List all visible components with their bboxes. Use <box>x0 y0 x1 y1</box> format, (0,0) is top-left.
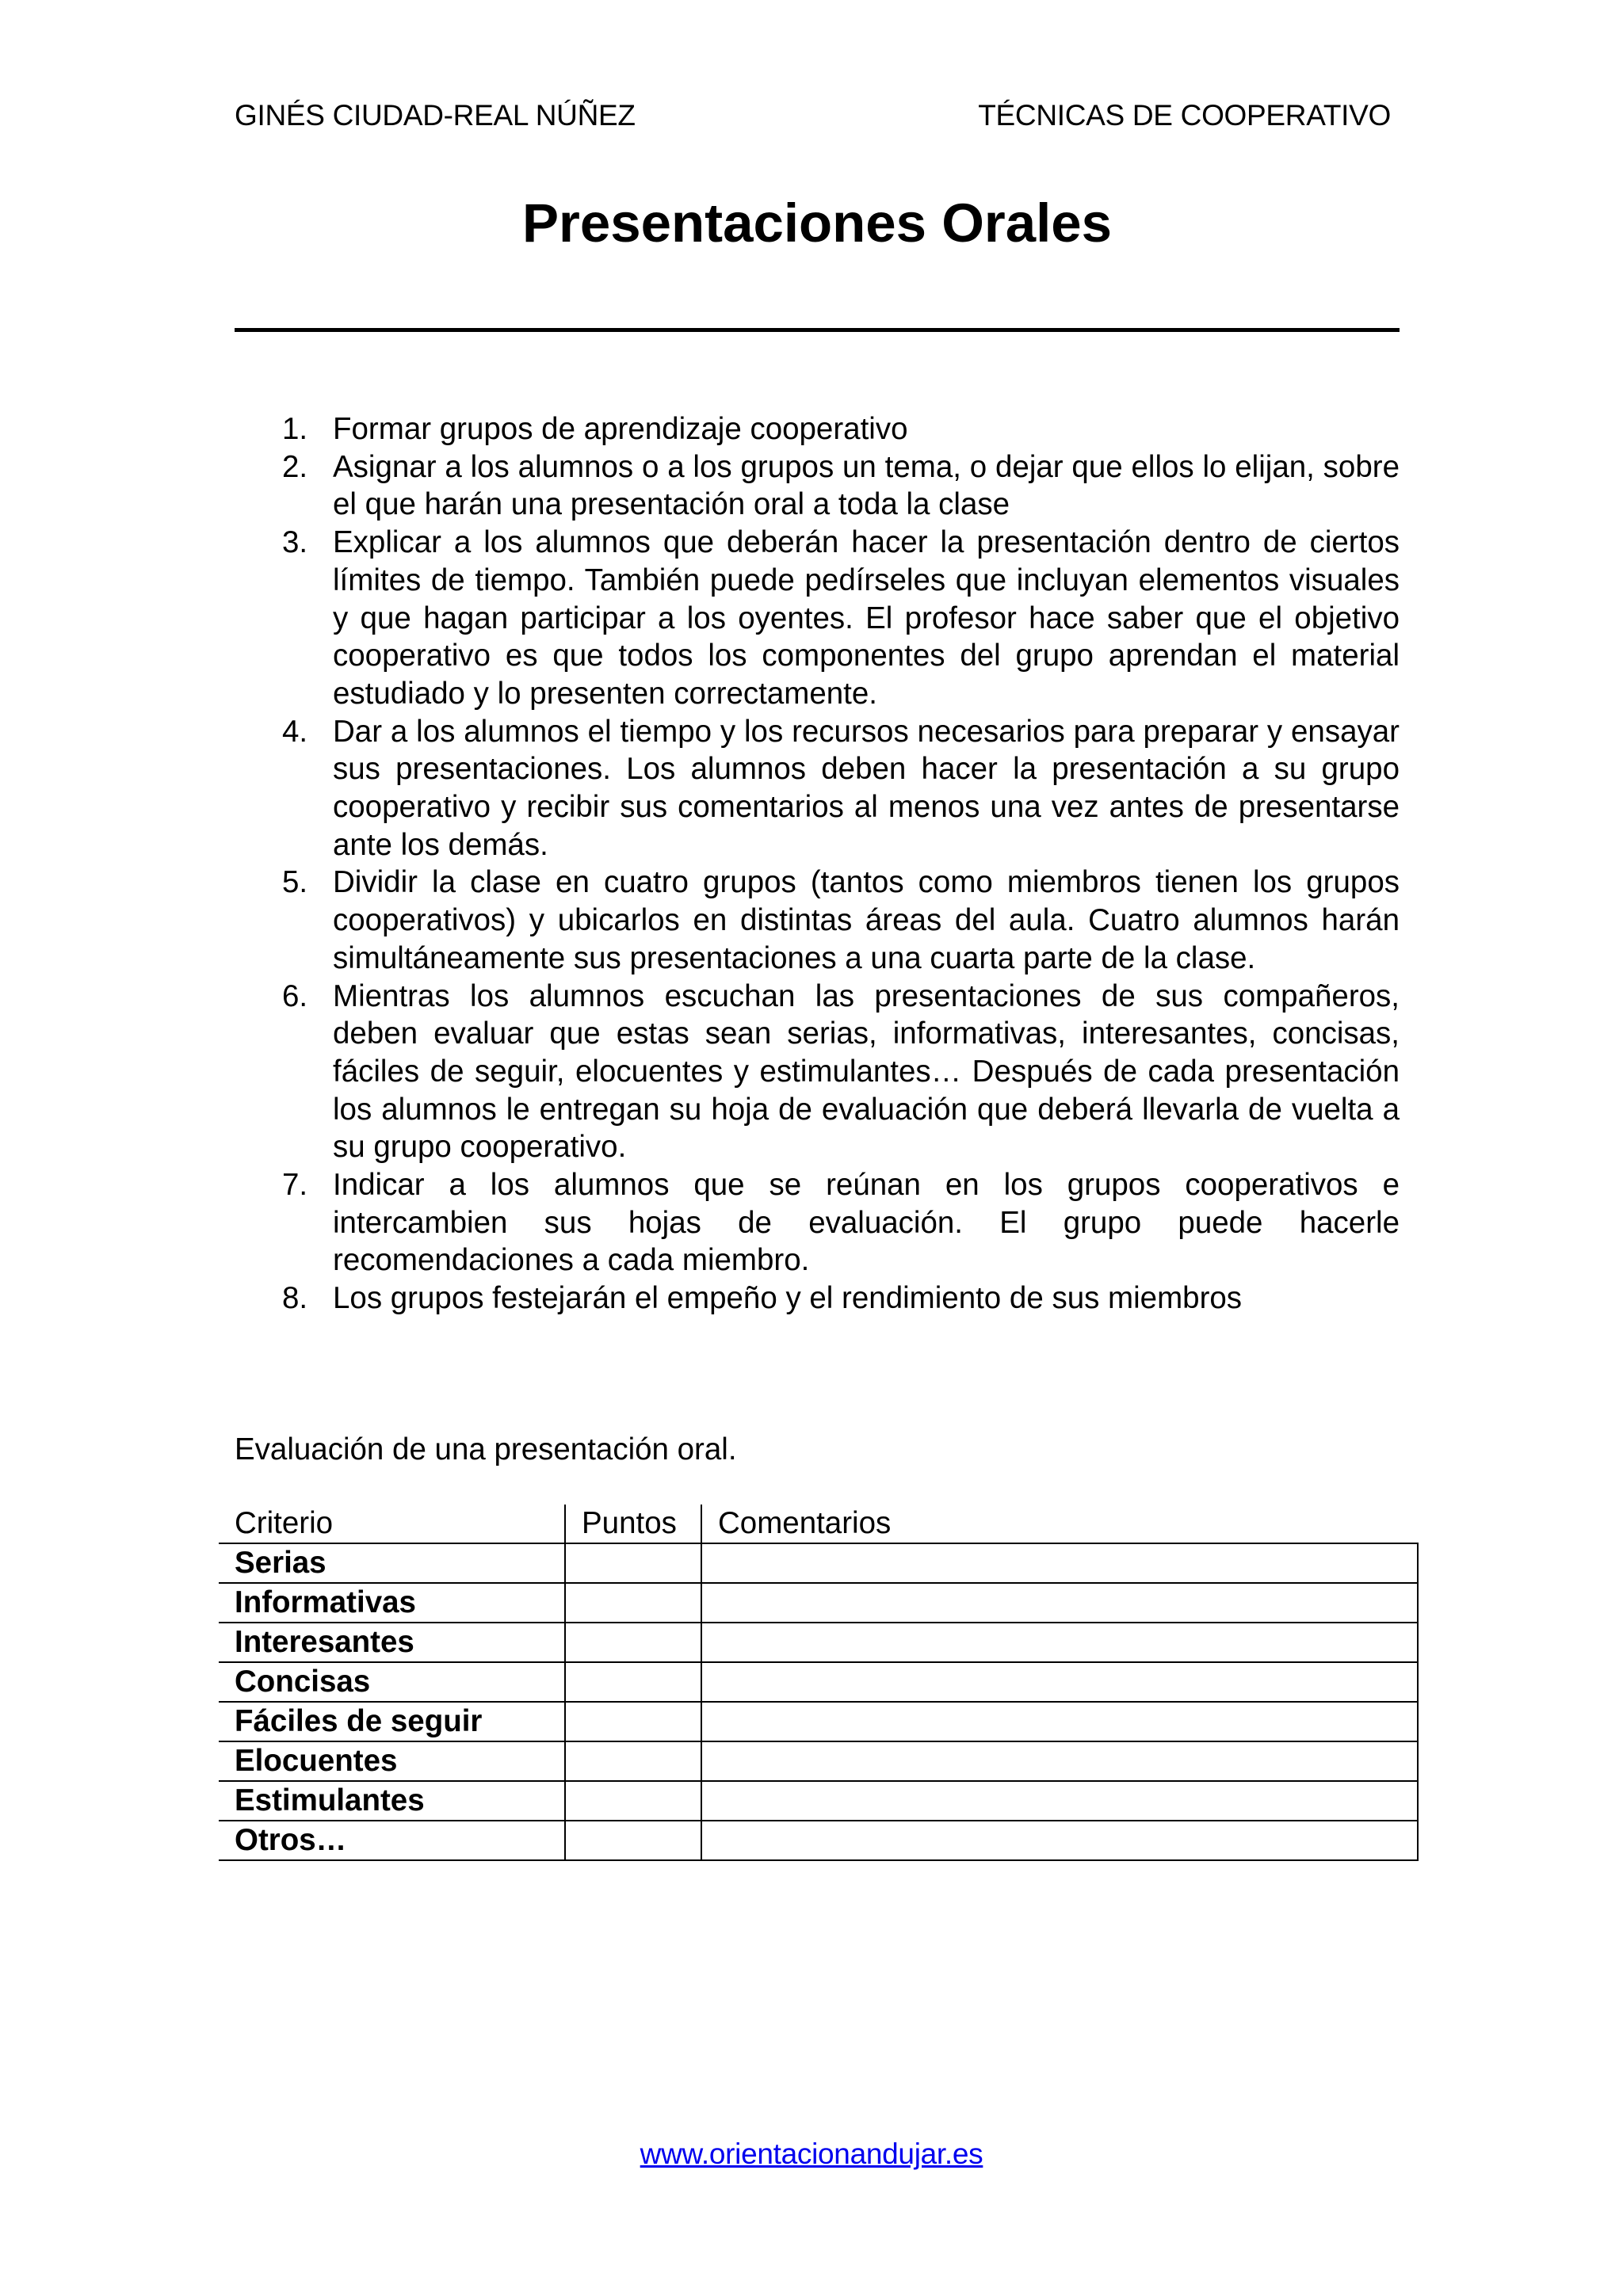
puntos-cell <box>565 1543 701 1583</box>
list-item-number: 2. <box>282 449 308 484</box>
comentarios-cell <box>701 1821 1418 1860</box>
list-item-text: Asignar a los alumnos o a los grupos un tema, o dejar que ellos lo elijan, sobre el que harán una presentación oral a toda la clase <box>333 449 1400 522</box>
table-row <box>219 1702 1418 1741</box>
column-header-puntos: Puntos <box>565 1505 701 1543</box>
criterio-cell: Otros… <box>219 1821 565 1860</box>
evaluation-table <box>219 1505 1419 1861</box>
list-item-number: 3. <box>282 525 308 560</box>
list-item <box>235 448 1400 524</box>
criterio-cell: Elocuentes <box>219 1741 565 1781</box>
comentarios-cell <box>701 1781 1418 1821</box>
list-item-text: Los grupos festejarán el empeño y el rendimiento de sus miembros <box>333 1281 1243 1316</box>
list-item-text: Dar a los alumnos el tiempo y los recursos necesarios para preparar y ensayar sus presentaciones. Los alumnos deben hacer la presentación a su grupo cooperativo y recibir sus comentarios al menos una vez antes de presentarse ante los demás. <box>333 714 1400 862</box>
comentarios-cell <box>701 1702 1418 1741</box>
comentarios-cell <box>701 1623 1418 1662</box>
table-row <box>219 1583 1418 1623</box>
comentarios-cell <box>701 1741 1418 1781</box>
list-item <box>235 410 1400 448</box>
puntos-cell <box>565 1583 701 1623</box>
header-subject: TÉCNICAS DE COOPERATIVO <box>978 99 1391 132</box>
list-item-number: 5. <box>282 865 308 900</box>
column-header-criterio: Criterio <box>219 1505 565 1543</box>
puntos-cell <box>565 1821 701 1860</box>
table-row <box>219 1821 1418 1860</box>
table-row <box>219 1543 1418 1583</box>
list-item-text: Dividir la clase en cuatro grupos (tantos como miembros tienen los grupos cooperativos) y ubicarlos en distintas áreas del aula. Cuatro alumnos harán simultáneamente sus presentaciones a una cuarta parte de la clase. <box>333 865 1400 975</box>
puntos-cell <box>565 1623 701 1662</box>
list-item-number: 4. <box>282 714 308 749</box>
criterio-cell: Fáciles de seguir <box>219 1702 565 1741</box>
criterio-cell: Estimulantes <box>219 1781 565 1821</box>
puntos-cell <box>565 1702 701 1741</box>
list-item <box>235 524 1400 713</box>
criterio-cell: Interesantes <box>219 1623 565 1662</box>
comentarios-cell <box>701 1583 1418 1623</box>
puntos-cell <box>565 1741 701 1781</box>
puntos-cell <box>565 1781 701 1821</box>
list-item-number: 8. <box>282 1281 308 1316</box>
list-item-number: 7. <box>282 1168 308 1203</box>
title-divider <box>235 328 1400 332</box>
header-author: GINÉS CIUDAD-REAL NÚÑEZ <box>235 99 636 132</box>
page-title: Presentaciones Orales <box>521 193 1113 254</box>
table-row <box>219 1662 1418 1702</box>
puntos-cell <box>565 1662 701 1702</box>
table-row <box>219 1781 1418 1821</box>
list-item-text: Mientras los alumnos escuchan las presentaciones de sus compañeros, deben evaluar que estas sean serias, informativas, interesantes, concisas, fáciles de seguir, elocuentes y estimulantes… Después de cada presentación los alumnos le entregan su hoja de evaluación que deberá llevarla de vuelta a su grupo cooperativo. <box>333 978 1400 1165</box>
comentarios-cell <box>701 1543 1418 1583</box>
list-item-number: 1. <box>282 412 308 446</box>
column-header-comentarios: Comentarios <box>701 1505 1418 1543</box>
list-item <box>235 1280 1400 1318</box>
steps-list <box>235 410 1400 1318</box>
criterio-cell: Informativas <box>219 1583 565 1623</box>
list-item-text: Indicar a los alumnos que se reúnan en los grupos cooperativos e intercambien sus hojas de evaluación. El grupo puede hacerle recomendaciones a cada miembro. <box>333 1168 1400 1278</box>
list-item <box>235 978 1400 1167</box>
list-item <box>235 713 1400 864</box>
evaluation-heading: Evaluación de una presentación oral. <box>235 1432 737 1466</box>
comentarios-cell <box>701 1662 1418 1702</box>
table-row <box>219 1623 1418 1662</box>
list-item <box>235 864 1400 977</box>
list-item-number: 6. <box>282 978 308 1013</box>
table-header-row <box>219 1505 1418 1543</box>
criterio-cell: Concisas <box>219 1662 565 1702</box>
footer-website-link[interactable]: www.orientacionandujar.es <box>640 2138 983 2170</box>
list-item <box>235 1166 1400 1280</box>
list-item-text: Explicar a los alumnos que deberán hacer la presentación dentro de ciertos límites de tiempo. También puede pedírseles que incluyan elementos visuales y que hagan participar a los oyentes. El profesor hace saber que el objetivo cooperativo es que todos los componentes del grupo aprendan el material estudiado y lo presenten correctamente. <box>333 525 1400 711</box>
table-row <box>219 1741 1418 1781</box>
list-item-text: Formar grupos de aprendizaje cooperativo <box>333 412 908 446</box>
criterio-cell: Serias <box>219 1543 565 1583</box>
